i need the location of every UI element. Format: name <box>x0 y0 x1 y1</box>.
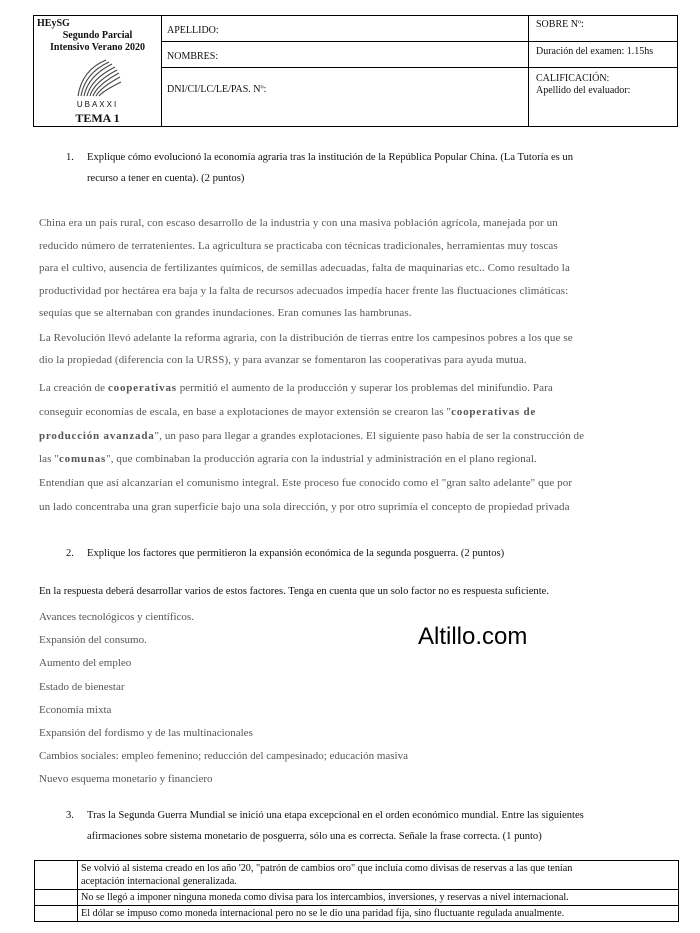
option-line: aceptación internacional generalizada. <box>81 876 237 887</box>
exam-name: Segundo Parcial <box>62 30 133 41</box>
apellido-label: APELLIDO: <box>167 25 219 36</box>
table-row <box>35 890 679 906</box>
ubaxxi-logo-icon <box>72 56 124 100</box>
tema-label: TEMA 1 <box>75 111 120 125</box>
answer-line <box>39 425 672 449</box>
dni-label: DNI/CI/LC/LE/PAS. Nº: <box>167 84 267 95</box>
text-run: ", un paso para llegar a grandes explotaciones. El siguiente paso había de ser la construcción de <box>154 429 585 442</box>
question-text <box>87 805 677 847</box>
answer-line: sequías que se alternaban con grandes inundaciones. Eran comunes las hambrunas. <box>39 307 412 320</box>
list-item: Cambios sociales: empleo femenino; reducción del campesinado; educación masiva <box>39 750 408 763</box>
question-number: 3. <box>66 810 74 821</box>
text-run: conseguir economías de escala, en base a explotaciones de mayor extensión se crearon las " <box>39 405 452 418</box>
list-item: Economía mixta <box>39 703 112 716</box>
option-line: Se volvió al sistema creado en los año '20, "patrón de cambios oro" que incluía como divisas de reservas a las que tenían <box>81 863 573 874</box>
answer-line: dio la propiedad (diferencia con la URSS), y para avanzar se fomentaron las cooperativas para ayuda mutua. <box>39 354 527 366</box>
question-line: Explique cómo evolucionó la economía agraria tras la institución de la República Popular China. (La Tutoría es un <box>87 152 574 163</box>
question-text <box>87 147 677 189</box>
answer-checkbox[interactable] <box>35 906 78 922</box>
answer-line: un lado concentraba una gran superficie bajo una sola dirección, y por otro suprimía el concepto de propiedad privada <box>39 500 570 513</box>
text-run: ", que combinaban la producción agraria con la industrial y administración en el plano regional. <box>106 453 537 466</box>
table-row <box>35 861 679 890</box>
sobre-label: SOBRE Nº: <box>536 19 584 30</box>
table-row <box>35 906 679 922</box>
bold-term: comunas <box>58 453 107 466</box>
bold-term: cooperativas <box>107 382 177 394</box>
answer-line: Entendían que así alcanzarían el comunismo integral. Este proceso fue conocido como el "gran salto adelante" que por <box>39 477 573 490</box>
evaluador-label: Apellido del evaluador: <box>536 85 631 96</box>
nombres-label: NOMBRES: <box>167 51 219 62</box>
option-line: No se llegó a imponer ninguna moneda como divisa para los intercambios, inversiones, y reservas a nivel internacional. <box>81 892 569 903</box>
question-line: recurso a tener en cuenta). (2 puntos) <box>87 173 245 184</box>
option-text <box>78 861 679 890</box>
list-item: Nuevo esquema monetario y financiero <box>39 773 213 786</box>
question-number: 2. <box>66 548 74 559</box>
answer-line <box>39 448 672 472</box>
answer-line: China era un país rural, con escaso desarrollo de la industria y con una masiva población agrícola, manejada por un <box>39 217 558 229</box>
list-item: Aumento del empleo <box>39 657 132 670</box>
divider <box>161 67 677 68</box>
institution-block <box>34 16 161 126</box>
answer-1-paragraph-3 <box>39 377 672 520</box>
answer-checkbox[interactable] <box>35 890 78 906</box>
answer-line <box>39 401 672 425</box>
text-run: permitió el aumento de la producción y superar los problemas del minifundio. Para <box>176 382 553 394</box>
list-item: Expansión del fordismo y de las multinacionales <box>39 727 253 740</box>
answer-line: La Revolución llevó adelante la reforma agraria, con la distribución de tierras entre los campesinos pobres a los que se <box>39 332 573 344</box>
watermark: Altillo.com <box>418 623 528 650</box>
divider <box>161 16 162 126</box>
question-line: Tras la Segunda Guerra Mundial se inició una etapa excepcional en el orden económico mundial. Entre las siguientes <box>87 810 584 821</box>
text-run: La creación de <box>39 382 108 394</box>
duracion-label: Duración del examen: 1.15hs <box>536 46 654 57</box>
answer-line: para el cultivo, ausencia de fertilizantes químicos, de semillas adecuadas, falta de maquinarias etc.. Como resultado la <box>39 262 570 275</box>
option-line: El dólar se impuso como moneda internacional pero no se le dio una paridad fija, sino fluctuante regulada anualmente. <box>81 908 565 919</box>
options-table <box>34 860 679 922</box>
option-text <box>78 890 679 906</box>
answer-line: reducido número de terratenientes. La agricultura se practicaba con técnicas tradicionales, herramientas muy toscas <box>39 239 558 252</box>
divider <box>528 16 529 126</box>
answer-1-paragraph-2 <box>39 327 672 371</box>
logo-text: UBAXXI <box>76 100 119 109</box>
calificacion-label: CALIFICACIÓN: <box>536 73 610 84</box>
factors-list <box>39 606 408 792</box>
exam-term: Intensivo Verano 2020 <box>49 42 145 53</box>
list-item: Avances tecnológicos y científicos. <box>39 611 194 623</box>
question-text: Explique los factores que permitieron la expansión económica de la segunda posguerra. (2 puntos) <box>87 548 505 559</box>
answer-line: productividad por hectárea era baja y la falta de recursos adecuados impedía hacer frente las fluctuaciones climáticas: <box>39 284 569 297</box>
answer-line <box>39 377 672 401</box>
divider <box>161 41 677 42</box>
list-item: Expansión del consumo. <box>39 634 147 647</box>
answer-1 <box>39 212 672 325</box>
course-code: HEySG <box>37 18 70 29</box>
option-text <box>78 906 679 922</box>
text-run: las " <box>39 453 59 466</box>
answer-instruction: En la respuesta deberá desarrollar varios de estos factores. Tenga en cuenta que un solo factor no es respuesta suficiente. <box>39 586 550 597</box>
question-line: afirmaciones sobre sistema monetario de posguerra, sólo una es correcta. Señale la frase correcta. (1 punto) <box>87 831 542 842</box>
bold-term: cooperativas de <box>451 405 537 418</box>
list-item: Estado de bienestar <box>39 680 125 693</box>
exam-header-table <box>33 15 678 127</box>
question-number: 1. <box>66 152 74 163</box>
bold-term: producción avanzada <box>39 429 155 442</box>
answer-checkbox[interactable] <box>35 861 78 890</box>
